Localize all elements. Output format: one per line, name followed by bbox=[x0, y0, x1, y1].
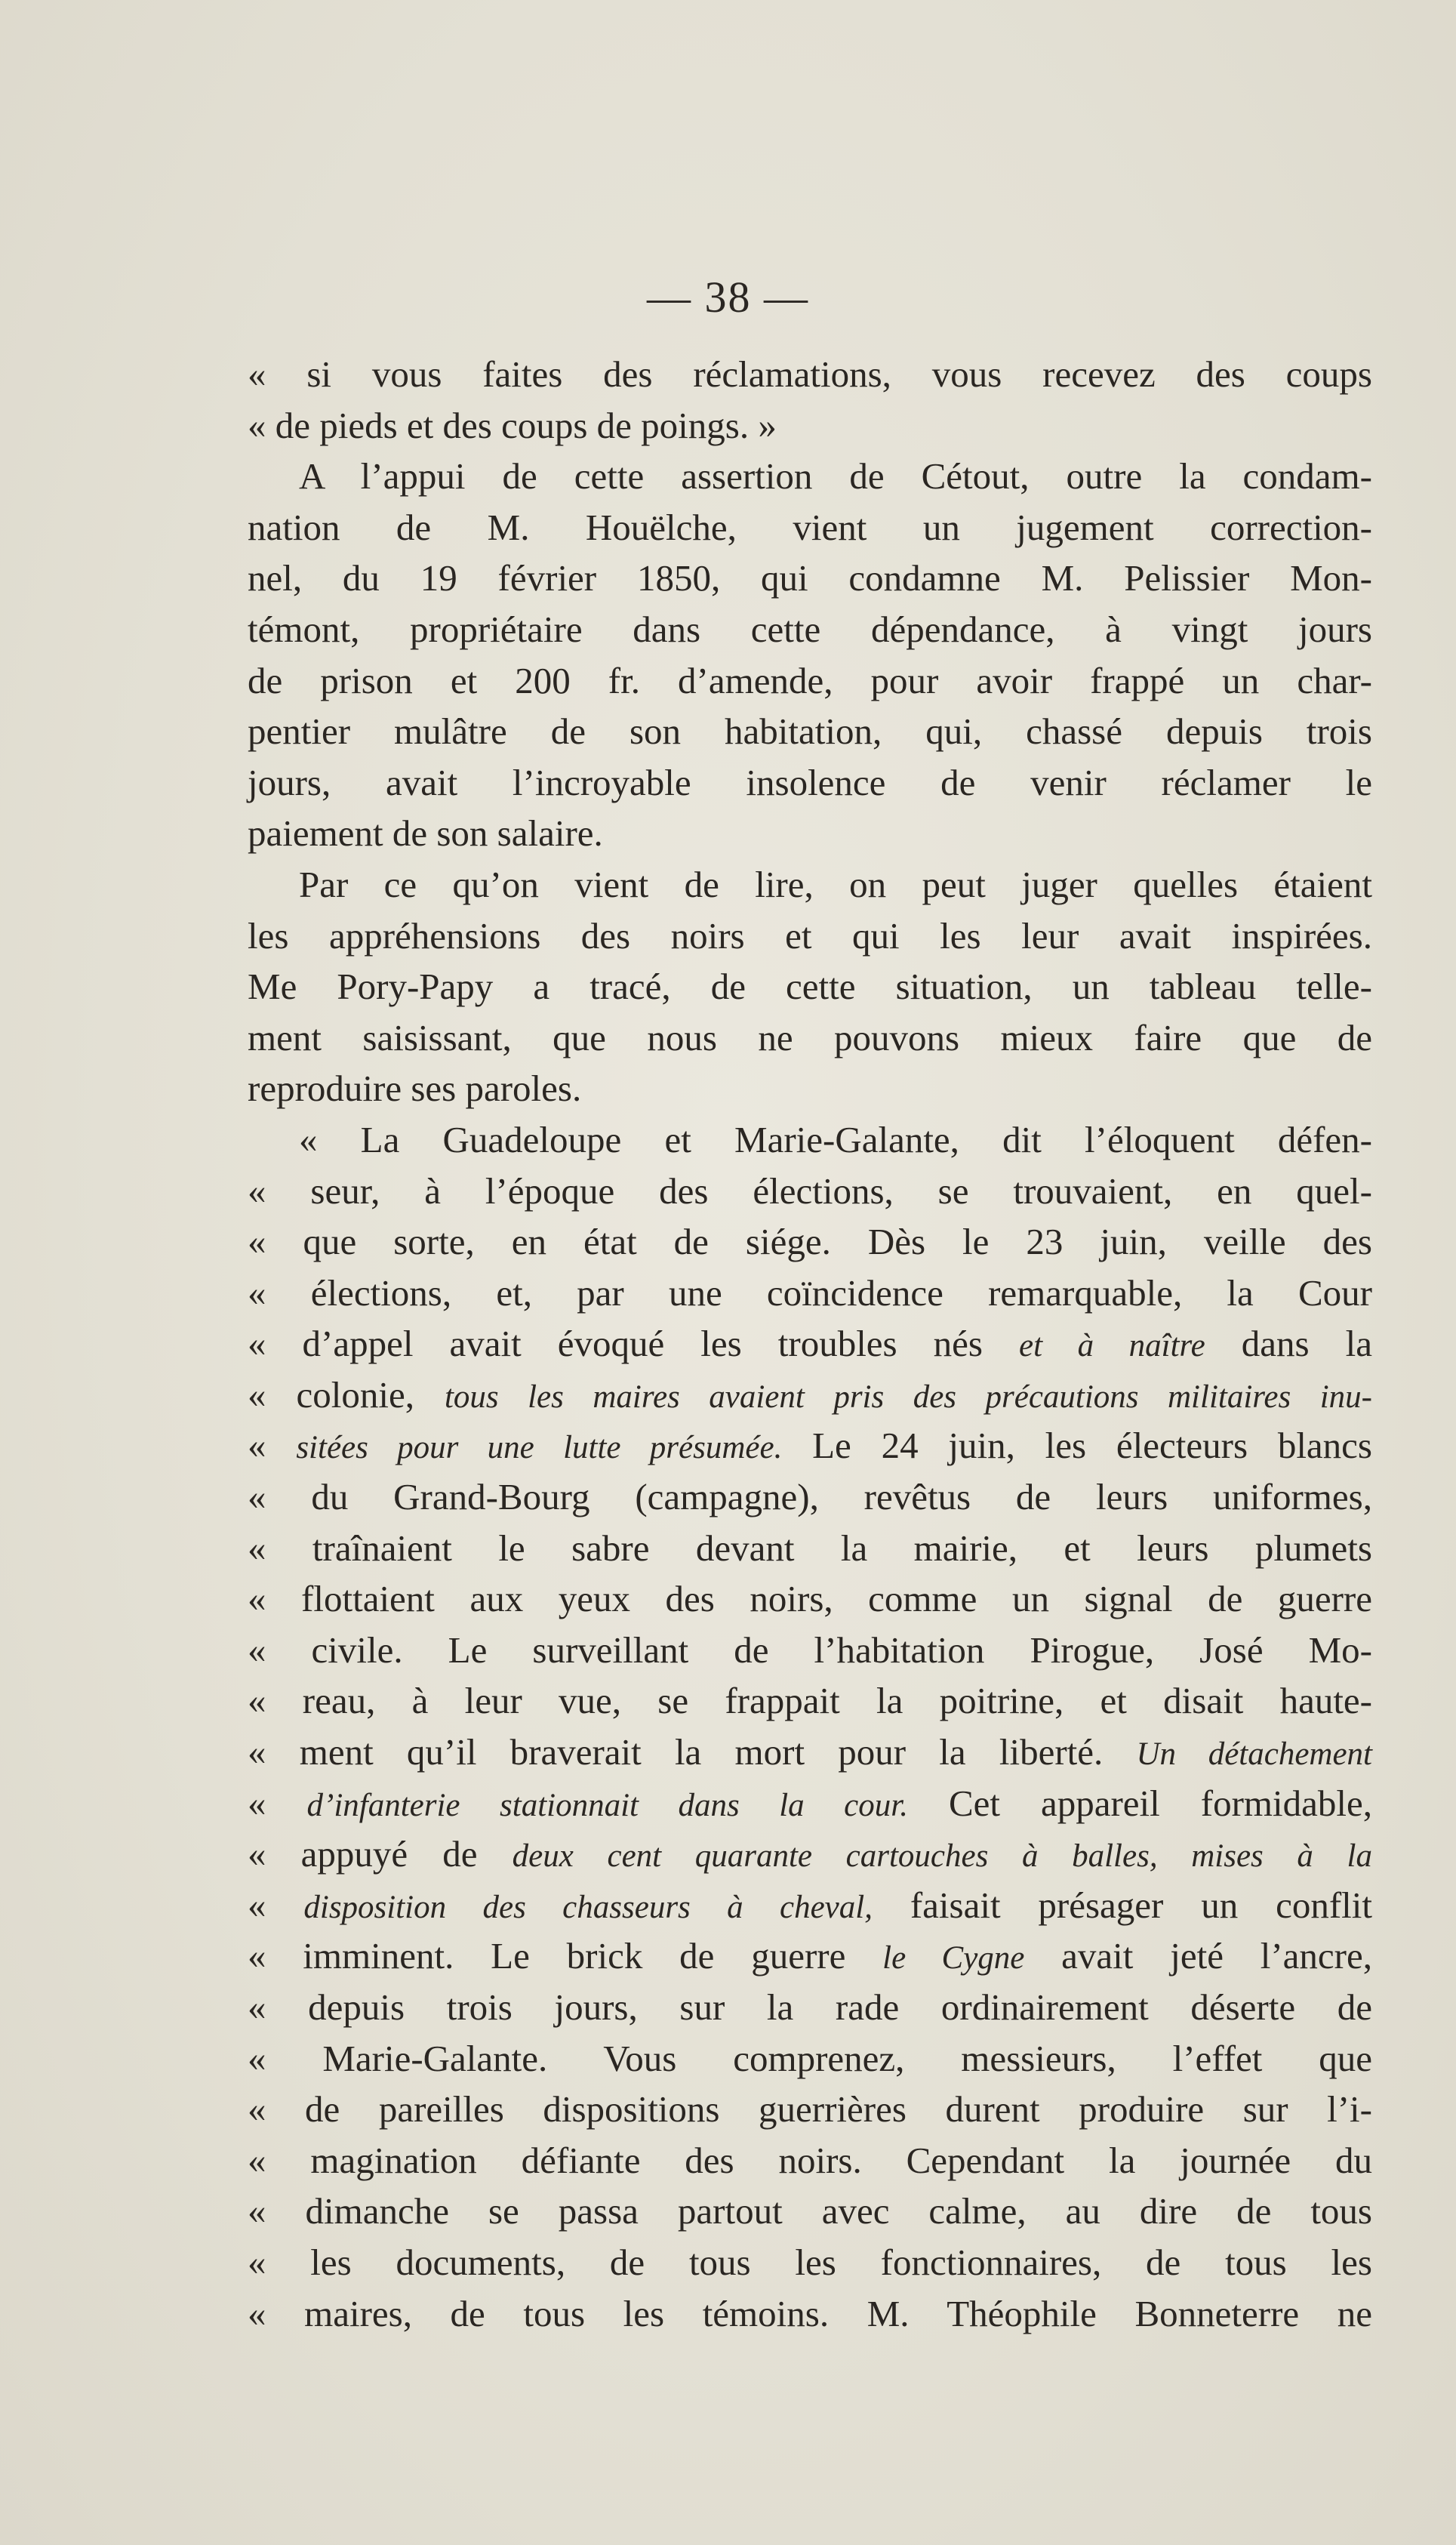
text-line: « Marie-Galante. Vous comprenez, messieurs, l’effet que bbox=[248, 2037, 1372, 2079]
text-line: « les documents, de tous les fonctionnaires, de tous les bbox=[248, 2241, 1372, 2283]
text-line bbox=[248, 1420, 1372, 1471]
text-line: « seur, à l’époque des élections, se trouvaient, en quel- bbox=[248, 1169, 1372, 1212]
text-line bbox=[248, 1829, 1372, 1880]
text-line: nel, du 19 février 1850, qui condamne M. Pelissier Mon- bbox=[248, 557, 1372, 599]
text-segment: « colonie, bbox=[248, 1373, 445, 1416]
text-line: nation de M. Houëlche, vient un jugement correction- bbox=[248, 506, 1372, 548]
text-line: « élections, et, par une coïncidence remarquable, la Cour bbox=[248, 1271, 1372, 1314]
text-segment: « ment qu’il braverait la mort pour la liberté. bbox=[248, 1731, 1137, 1773]
text-line bbox=[248, 1370, 1372, 1421]
italic-segment: d’infanterie stationnait dans la cour. bbox=[306, 1787, 908, 1823]
body-text bbox=[248, 349, 1372, 2339]
text-line: « de pieds et des coups de poings. » bbox=[248, 404, 777, 446]
text-line bbox=[248, 1727, 1372, 1778]
italic-segment: le Cygne bbox=[882, 1940, 1025, 1977]
text-line: « si vous faites des réclamations, vous recevez des coups bbox=[248, 353, 1372, 395]
text-line: « La Guadeloupe et Marie-Galante, dit l’éloquent défen- bbox=[299, 1118, 1372, 1160]
text-segment: « appuyé de bbox=[248, 1833, 513, 1875]
text-segment: avait jeté l’ancre, bbox=[1024, 1935, 1372, 1977]
text-line: « de pareilles dispositions guerrières durent produire sur l’i- bbox=[248, 2088, 1372, 2131]
text-line bbox=[248, 1930, 1372, 1982]
italic-segment: et à naître bbox=[1019, 1328, 1205, 1364]
text-line bbox=[248, 1318, 1372, 1370]
text-line: jours, avait l’incroyable insolence de venir réclamer le bbox=[248, 761, 1372, 803]
text-line: « du Grand-Bourg (campagne), revêtus de leurs uniformes, bbox=[248, 1476, 1372, 1518]
text-segment: « bbox=[248, 1425, 297, 1467]
text-segment: Le 24 juin, les électeurs blancs bbox=[782, 1425, 1373, 1467]
text-line: « que sorte, en état de siége. Dès le 23 juin, veille des bbox=[248, 1221, 1372, 1263]
text-line: ment saisissant, que nous ne pouvons mieux faire que de bbox=[248, 1016, 1372, 1058]
text-line: « traînaient le sabre devant la mairie, et leurs plumets bbox=[248, 1527, 1372, 1569]
text-line: témont, propriétaire dans cette dépendance, à vingt jours bbox=[248, 608, 1372, 650]
text-line: « magination défiante des noirs. Cependant la journée du bbox=[248, 2139, 1372, 2181]
italic-segment: sitées pour une lutte présumée. bbox=[296, 1430, 783, 1466]
italic-segment: disposition des chasseurs à cheval, bbox=[303, 1889, 873, 1925]
italic-segment: Un détachement bbox=[1136, 1736, 1372, 1773]
text-line: « flottaient aux yeux des noirs, comme un signal de guerre bbox=[248, 1578, 1372, 1620]
text-line: A l’appui de cette assertion de Cétout, outre la condam- bbox=[299, 455, 1372, 498]
text-segment: faisait présager un conflit bbox=[872, 1884, 1373, 1926]
text-line: de prison et 200 fr. d’amende, pour avoir frappé un char- bbox=[248, 659, 1372, 701]
text-line: « dimanche se passa partout avec calme, au dire de tous bbox=[248, 2190, 1372, 2232]
text-line: paiement de son salaire. bbox=[248, 812, 603, 855]
text-line: Par ce qu’on vient de lire, on peut juger quelles étaient bbox=[299, 863, 1372, 905]
text-line: pentier mulâtre de son habitation, qui, chassé depuis trois bbox=[248, 710, 1372, 753]
text-segment: dans la bbox=[1205, 1323, 1373, 1365]
text-segment: « bbox=[248, 1782, 307, 1824]
text-segment: « bbox=[248, 1884, 304, 1926]
text-line: les appréhensions des noirs et qui les leur avait inspirées. bbox=[248, 914, 1372, 957]
text-line: « maires, de tous les témoins. M. Théophile Bonneterre ne bbox=[248, 2292, 1372, 2334]
text-segment: « imminent. Le brick de guerre bbox=[248, 1935, 883, 1977]
text-line: « reau, à leur vue, se frappait la poitrine, et disait haute- bbox=[248, 1680, 1372, 1722]
text-line: « civile. Le surveillant de l’habitation Pirogue, José Mo- bbox=[248, 1628, 1372, 1671]
text-line: « depuis trois jours, sur la rade ordinairement déserte de bbox=[248, 1986, 1372, 2028]
text-line bbox=[248, 1778, 1372, 1829]
italic-segment: deux cent quarante cartouches à balles, mises à la bbox=[512, 1838, 1372, 1875]
text-line: Me Pory-Papy a tracé, de cette situation, un tableau telle- bbox=[248, 966, 1372, 1008]
text-segment: Cet appareil formidable, bbox=[907, 1782, 1372, 1824]
italic-segment: tous les maires avaient pris des précautions militaires inu- bbox=[444, 1379, 1372, 1415]
text-line bbox=[248, 1880, 1372, 1931]
text-line: reproduire ses paroles. bbox=[248, 1068, 582, 1110]
page-number: — 38 — bbox=[647, 273, 809, 322]
text-segment: « d’appel avait évoqué les troubles nés bbox=[248, 1323, 1020, 1365]
